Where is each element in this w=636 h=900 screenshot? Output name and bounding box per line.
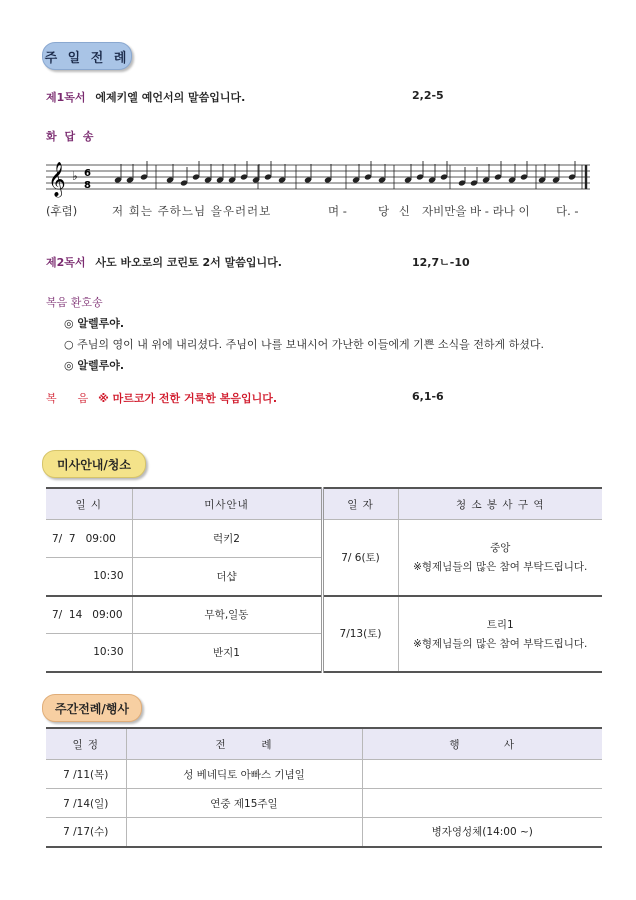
mass-table [46, 487, 602, 673]
table-row [46, 760, 602, 789]
weekly-header-liturgy: 전 례 [126, 728, 362, 760]
weekly-date: 7 /11(목) [46, 760, 126, 789]
mass-header-area: 청 소 봉 사 구 역 [398, 488, 602, 520]
alleluia-2: ◎ 알렐루야. [64, 359, 125, 372]
cleaning-date: 7/13(토) [322, 596, 398, 672]
acclamation-label: 복음 환호송 [46, 296, 103, 309]
cleaning-area: 중앙 [490, 542, 511, 555]
cleaning-date: 7/ 6(토) [322, 520, 398, 596]
gospel-label: 복 음 [46, 392, 89, 405]
mass-header-date: 일 자 [322, 488, 398, 520]
music-staff [46, 155, 592, 201]
lyric-3: 당 신 [378, 204, 413, 218]
mass-time: 7/ 14 09:00 [46, 596, 132, 634]
flat-icon: ♭ [72, 169, 78, 183]
mass-group: 반지1 [132, 634, 322, 672]
reading2-text: 사도 바오로의 코린토 2서 말씀입니다. [95, 256, 282, 269]
weekly-liturgy: 연중 제15주일 [126, 789, 362, 818]
cleaning-area: 트리1 [486, 618, 514, 631]
cleaning-note: ※형제님들의 많은 참여 부탁드립니다. [413, 561, 588, 574]
acclamation-verse: ○ 주님의 영이 내 위에 내리셨다. 주님이 나를 보내시어 가난한 이들에게 기쁜 소식을 전하게 하셨다. [64, 338, 544, 351]
time-sig-bottom: 8 [84, 180, 91, 191]
mass-group: 무학,일동 [132, 596, 322, 634]
reading1-line [46, 89, 245, 105]
section-title-mass: 미사안내/청소 [42, 450, 146, 478]
time-sig-top: 6 [84, 168, 91, 179]
lyric-1: 저 희는 주하느님 을우러러보 [112, 204, 272, 218]
mass-group: 더샵 [132, 558, 322, 596]
weekly-header-date: 일 정 [46, 728, 126, 760]
mass-time: 10:30 [46, 634, 132, 672]
weekly-table [46, 727, 602, 848]
reading2-line [46, 254, 282, 270]
gospel-ref: 6,1-6 [412, 390, 444, 403]
cleaning-area-cell [398, 596, 602, 672]
cleaning-area-cell [398, 520, 602, 596]
cleaning-note: ※형제님들의 많은 참여 부탁드립니다. [413, 637, 588, 650]
treble-clef-icon: 𝄞 [48, 162, 66, 197]
table-row [46, 818, 602, 847]
reading1-text: 에제키엘 예언서의 말씀입니다. [95, 91, 246, 104]
refrain-label: (후렴) [46, 204, 78, 218]
mass-header-time: 일 시 [46, 488, 132, 520]
mass-group: 럭키2 [132, 520, 322, 558]
lyric-5: 바 - 라나 이 [470, 204, 530, 218]
weekly-event [362, 789, 602, 818]
mass-header-group: 미사안내 [132, 488, 322, 520]
weekly-date: 7 /14(일) [46, 789, 126, 818]
table-row [46, 596, 602, 634]
lyric-4: 자비만을 [422, 204, 467, 218]
mass-table-header [46, 488, 602, 520]
table-row [46, 520, 602, 558]
gospel-line [46, 390, 277, 406]
gospel-text: ※ 마르코가 전한 거룩한 복음입니다. [98, 392, 278, 405]
weekly-table-header [46, 728, 602, 760]
reading1-label: 제1독서 [46, 91, 86, 104]
mass-time: 10:30 [46, 558, 132, 596]
table-row [46, 789, 602, 818]
weekly-event: 병자영성체(14:00 ~) [362, 818, 602, 847]
weekly-liturgy [126, 818, 362, 847]
section-title-weekly: 주간전례/행사 [42, 694, 142, 722]
reading2-ref: 12,7ㄴ-10 [412, 256, 470, 269]
alleluia-1: ◎ 알렐루야. [64, 317, 125, 330]
lyric-2: 며 - [328, 204, 347, 218]
mass-time: 7/ 7 09:00 [46, 520, 132, 558]
reading1-ref: 2,2-5 [412, 89, 444, 102]
weekly-header-event: 행 사 [362, 728, 602, 760]
weekly-liturgy: 성 베네딕토 아빠스 기념일 [126, 760, 362, 789]
weekly-date: 7 /17(수) [46, 818, 126, 847]
psalm-label: 화 답 송 [46, 130, 96, 143]
section-title-sunday-liturgy: 주 일 전 례 [42, 42, 132, 70]
lyric-6: 다. - [556, 204, 579, 218]
weekly-event [362, 760, 602, 789]
reading2-label: 제2독서 [46, 256, 86, 269]
